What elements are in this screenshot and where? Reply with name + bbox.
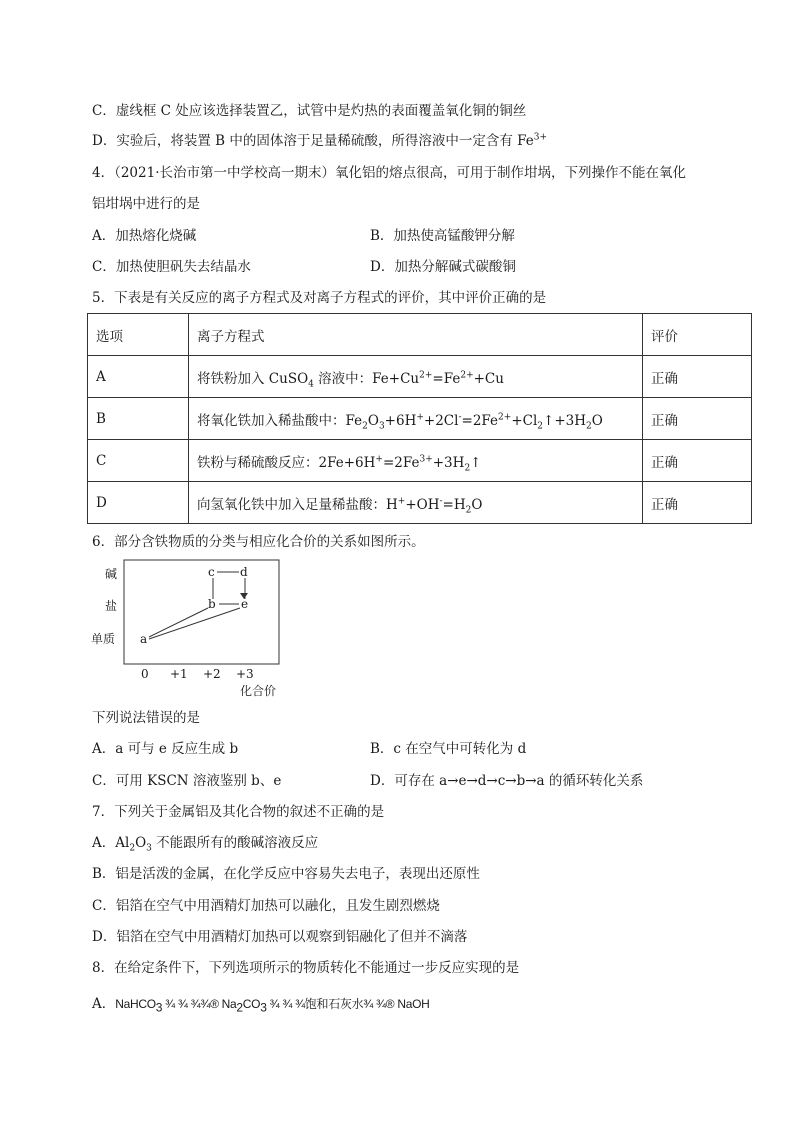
q7-option-d: D．铝箔在空气中用酒精灯加热可以观察到铝融化了但并不滴落 bbox=[92, 929, 468, 945]
y-label-salt: 盐 bbox=[105, 599, 118, 613]
q3-option-d: D．实验后，将装置 B 中的固体溶于足量稀硫酸，所得溶液中一定含有 $Fe^{3+}$ bbox=[92, 132, 548, 149]
q7-stem: 7．下列关于金属铝及其化合物的叙述不正确的是 bbox=[92, 804, 385, 820]
point-b: b bbox=[208, 597, 216, 611]
q7-option-c: C．铝箔在空气中用酒精灯加热可以融化，且发生剧烈燃烧 bbox=[92, 898, 440, 914]
row-equation: 将氧化铁加入稀盐酸中：$Fe_2O_3+6H^++2Cl^-=2Fe^{2+}+Cl_2↑+3H_2O$ bbox=[189, 398, 643, 440]
q4-stem-line1: 4．（2021·长治市第一中学校高一期末）氧化铝的熔点很高，可用于制作坩埚，下列操作不能在氧化 bbox=[92, 165, 686, 181]
q6-ask: 下列说法错误的是 bbox=[92, 710, 200, 726]
row-eval: 正确 bbox=[643, 398, 752, 440]
edge-a-e bbox=[149, 608, 240, 639]
point-a: a bbox=[140, 632, 148, 646]
diagram-frame bbox=[124, 560, 279, 664]
q6-stem: 6．部分含铁物质的分类与相应化合价的关系如图所示。 bbox=[92, 534, 425, 550]
row-option: D bbox=[88, 482, 189, 524]
q6-option-d: D．可存在 a→e→d→c→b→a 的循环转化关系 bbox=[370, 773, 644, 789]
row-eval: 正确 bbox=[643, 440, 752, 482]
y-label-base: 碱 bbox=[105, 567, 118, 581]
reaction-table bbox=[87, 313, 752, 524]
iron-valence-diagram bbox=[91, 558, 290, 700]
row-option: C bbox=[88, 440, 189, 482]
header-eval: 评价 bbox=[643, 314, 752, 356]
q8-option-a: A．NaHCO$_3$ ¾ ¾ ¾¾® $Na_2CO_3$ ¾ ¾ ¾饱和石灰水¾ ¾® NaOH bbox=[92, 996, 430, 1015]
q4-option-c: C．加热使胆矾失去结晶水 bbox=[92, 259, 251, 275]
point-e: e bbox=[241, 597, 249, 611]
table-header-row bbox=[88, 314, 752, 356]
row-equation: 铁粉与稀硫酸反应：$2Fe+6H^+=2Fe^{3+}+3H_2↑$ bbox=[189, 440, 643, 482]
row-eval: 正确 bbox=[643, 356, 752, 398]
table-row bbox=[88, 398, 752, 440]
edge-a-b bbox=[149, 608, 208, 637]
q4-option-a: A．加热熔化烧碱 bbox=[92, 228, 197, 244]
q3-option-c: C．虚线框 C 处应该选择装置乙，试管中是灼热的表面覆盖氧化铜的铜丝 bbox=[92, 103, 527, 119]
x-axis-label: 化合价 bbox=[240, 684, 277, 698]
point-d: d bbox=[240, 565, 248, 579]
row-option: B bbox=[88, 398, 189, 440]
q4-stem-line2: 铝坩埚中进行的是 bbox=[92, 196, 200, 212]
q4-option-d: D．加热分解碱式碳酸铜 bbox=[370, 259, 516, 275]
q6-option-b: B．c 在空气中可转化为 d bbox=[370, 741, 527, 757]
point-c: c bbox=[208, 565, 215, 579]
q6-option-a: A．a 可与 e 反应生成 b bbox=[92, 741, 239, 757]
x-tick-2: +2 bbox=[203, 667, 221, 681]
row-equation: 向氢氧化铁中加入足量稀盐酸：$H^++OH^-=H_2O$ bbox=[189, 482, 643, 524]
y-label-element: 单质 bbox=[91, 632, 116, 646]
table-row bbox=[88, 482, 752, 524]
x-tick-0: 0 bbox=[141, 667, 149, 681]
q5-stem: 5．下表是有关反应的离子方程式及对离子方程式的评价，其中评价正确的是 bbox=[92, 290, 547, 306]
header-equation: 离子方程式 bbox=[189, 314, 643, 356]
table-row bbox=[88, 356, 752, 398]
row-option: A bbox=[88, 356, 189, 398]
x-tick-1: +1 bbox=[170, 667, 188, 681]
q7-option-b: B．铝是活泼的金属，在化学反应中容易失去电子，表现出还原性 bbox=[92, 866, 480, 882]
q7-option-a: A．$Al_2O_3$ 不能跟所有的酸碱溶液反应 bbox=[92, 835, 319, 854]
q8-stem: 8．在给定条件下，下列选项所示的物质转化不能通过一步反应实现的是 bbox=[92, 960, 520, 976]
row-eval: 正确 bbox=[643, 482, 752, 524]
x-tick-3: +3 bbox=[236, 667, 254, 681]
header-option: 选项 bbox=[88, 314, 189, 356]
q4-option-b: B．加热使高锰酸钾分解 bbox=[370, 228, 515, 244]
q6-option-c: C．可用 KSCN 溶液鉴别 b、e bbox=[92, 773, 282, 789]
row-equation: 将铁粉加入 CuSO$_4$ 溶液中：$Fe+Cu^{2+}=Fe^{2+}+Cu$ bbox=[189, 356, 643, 398]
table-row bbox=[88, 440, 752, 482]
